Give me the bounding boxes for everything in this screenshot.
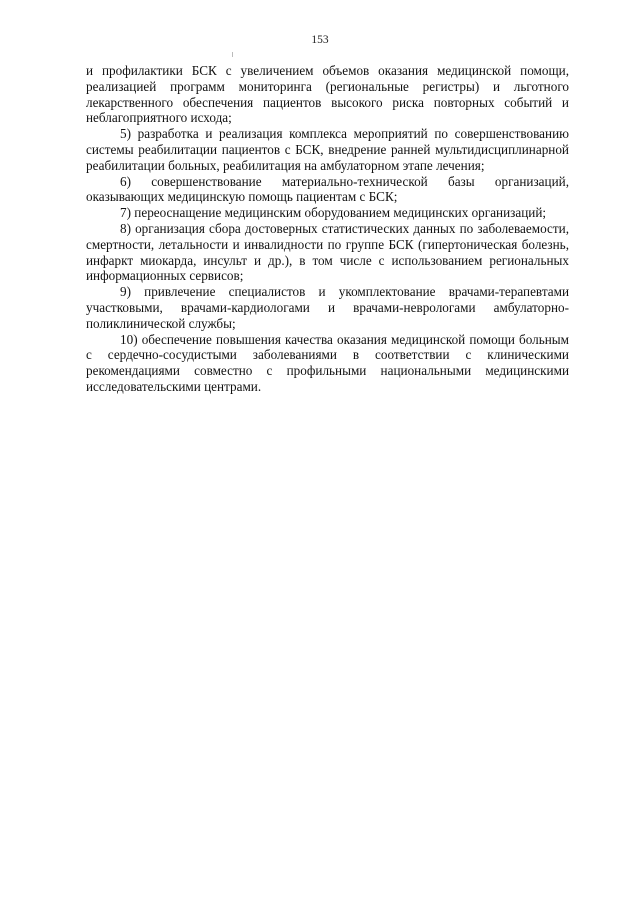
list-item-10: 10) обеспечение повышения качества оказания медицинской помощи больным с сердечно-сосудистыми заболеваниями в соответствии с клиническими рекомендациями совместно с профильными национальными медицинскими исследовательскими центрами. <box>86 331 569 394</box>
list-item-9: 9) привлечение специалистов и укомплектование врачами-терапевтами участковыми, врачами-кардиологами и врачами-неврологами амбулаторно-поликлинической службы; <box>86 284 569 331</box>
list-item-8: 8) организация сбора достоверных статистических данных по заболеваемости, смертности, летальности и инвалидности по группе БСК (гипертоническая болезнь, инфаркт миокарда, инсульт и др.), в том числе с использованием региональных информационных сервисов; <box>86 220 569 284</box>
list-item-6: 6) совершенствование материально-технической базы организаций, оказывающих медицинскую помощь пациентам с БСК; <box>86 173 569 205</box>
document-body <box>86 63 569 395</box>
list-item-5: 5) разработка и реализация комплекса мероприятий по совершенствованию системы реабилитации пациентов с БСК, внедрение ранней мультидисциплинарной реабилитации больных, реабилитация на амбулаторном этапе лечения; <box>86 126 569 173</box>
page-number: 153 <box>311 34 329 46</box>
paragraph-continuation: и профилактики БСК с увеличением объемов оказания медицинской помощи, реализацией программ мониторинга (региональные регистры) и льготного лекарственного обеспечения пациентов высокого риска повторных событий и неблагоприятного исхода; <box>86 63 569 126</box>
scan-artifact <box>232 52 233 57</box>
list-item-7: 7) переоснащение медицинским оборудованием медицинских организаций; <box>120 205 547 221</box>
